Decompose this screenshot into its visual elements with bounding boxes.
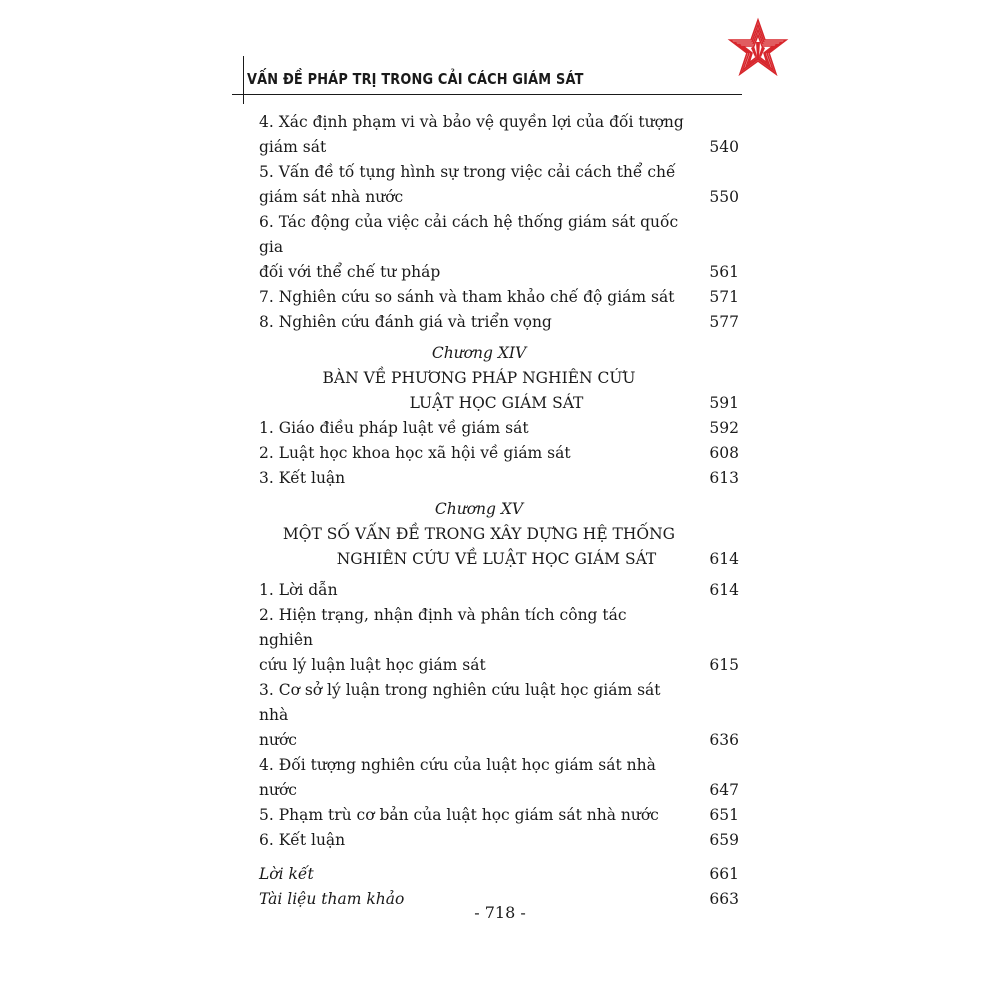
toc-entry-closing: [259, 862, 739, 887]
toc-entry-text: 2. Luật học khoa học xã hội về giám sát: [259, 444, 571, 462]
toc-page-number: 550: [709, 188, 739, 206]
running-header-title: VẤN ĐỀ PHÁP TRỊ TRONG CẢI CÁCH GIÁM SÁT: [247, 70, 584, 88]
toc-entry: [259, 160, 739, 210]
publisher-logo-icon: [722, 16, 794, 88]
toc-entry-text: 6. Kết luận: [259, 831, 346, 849]
chapter-15-title-line2: NGHIÊN CỨU VỀ LUẬT HỌC GIÁM SÁT: [336, 550, 657, 568]
chapter-14-title-line1: BÀN VỀ PHƯƠNG PHÁP NGHIÊN CỨU: [322, 369, 636, 387]
toc-entry-text: nước: [259, 731, 297, 749]
header-vertical-rule: [243, 56, 244, 104]
toc-entry-text: 5. Phạm trù cơ bản của luật học giám sát nhà nước: [259, 806, 659, 824]
toc-entry-text: 3. Kết luận: [259, 469, 346, 487]
chapter-15-title-row: [259, 547, 739, 572]
toc-entry: [259, 310, 739, 335]
toc-entry-text: Tài liệu tham khảo: [259, 890, 405, 908]
toc-entry-text: giám sát: [259, 138, 327, 156]
toc-page-number: 608: [709, 444, 739, 462]
toc-entry-text: Lời kết: [259, 865, 314, 883]
toc-page-number: 659: [709, 831, 739, 849]
toc-entry-text: 3. Cơ sở lý luận trong nghiên cứu luật học giám sát nhà: [259, 681, 661, 724]
page-number: - 718 -: [474, 903, 526, 922]
toc-entry: [259, 416, 739, 441]
toc-entry: [259, 441, 739, 466]
chapter-14-label: Chương XIV: [431, 344, 527, 362]
toc-entry: [259, 110, 739, 160]
toc-entry-text: 4. Đối tượng nghiên cứu của luật học giám sát nhà nước: [259, 756, 656, 799]
toc-entry-text: cứu lý luận luật học giám sát: [259, 656, 486, 674]
toc-entry: [259, 678, 739, 753]
toc-entry-text: 2. Hiện trạng, nhận định và phân tích công tác nghiên: [259, 606, 627, 649]
toc-entry: [259, 753, 739, 803]
toc-entry: [259, 466, 739, 491]
toc-page-number: 571: [709, 288, 739, 306]
chapter-15-title-line1: MỘT SỐ VẤN ĐỀ TRONG XÂY DỰNG HỆ THỐNG: [282, 525, 676, 543]
toc-entry: [259, 603, 739, 678]
toc-entry-text: 4. Xác định phạm vi và bảo vệ quyền lợi của đối tượng: [259, 113, 684, 131]
chapter-14-title-line2: LUẬT HỌC GIÁM SÁT: [409, 394, 584, 412]
toc-page-number: 663: [709, 890, 739, 908]
toc-entry-text: 6. Tác động của việc cải cách hệ thống giám sát quốc gia: [259, 213, 679, 256]
toc-page-number: 540: [709, 138, 739, 156]
table-of-contents: [259, 110, 739, 912]
toc-page-number: 614: [709, 581, 739, 599]
header-horizontal-rule: [232, 94, 742, 95]
toc-page-number: 577: [709, 313, 739, 331]
toc-entry-text: đối với thể chế tư pháp: [259, 263, 441, 281]
toc-page-number: 614: [709, 550, 739, 568]
toc-entry-text: 1. Lời dẫn: [259, 581, 338, 599]
toc-page-number: 651: [709, 806, 739, 824]
chapter-14-title-row: [259, 391, 739, 416]
toc-entry-text: giám sát nhà nước: [259, 188, 404, 206]
toc-entry: [259, 578, 739, 603]
toc-page-number: 661: [709, 865, 739, 883]
toc-page-number: 615: [709, 656, 739, 674]
toc-page-number: 591: [709, 394, 739, 412]
toc-page-number: 647: [709, 781, 739, 799]
toc-entry: [259, 285, 739, 310]
toc-page-number: 561: [709, 263, 739, 281]
toc-entry: [259, 803, 739, 828]
toc-entry-text: 1. Giáo điều pháp luật về giám sát: [259, 419, 529, 437]
toc-entry-text: 8. Nghiên cứu đánh giá và triển vọng: [259, 313, 552, 331]
toc-entry-text: 5. Vấn đề tố tụng hình sự trong việc cải cách thể chế: [259, 163, 676, 181]
toc-page-number: 592: [709, 419, 739, 437]
toc-entry-text: 7. Nghiên cứu so sánh và tham khảo chế độ giám sát: [259, 288, 675, 306]
toc-page-number: 636: [709, 731, 739, 749]
chapter-15-label: Chương XV: [434, 500, 524, 518]
toc-entry: [259, 210, 739, 285]
toc-entry: [259, 828, 739, 853]
toc-page-number: 613: [709, 469, 739, 487]
